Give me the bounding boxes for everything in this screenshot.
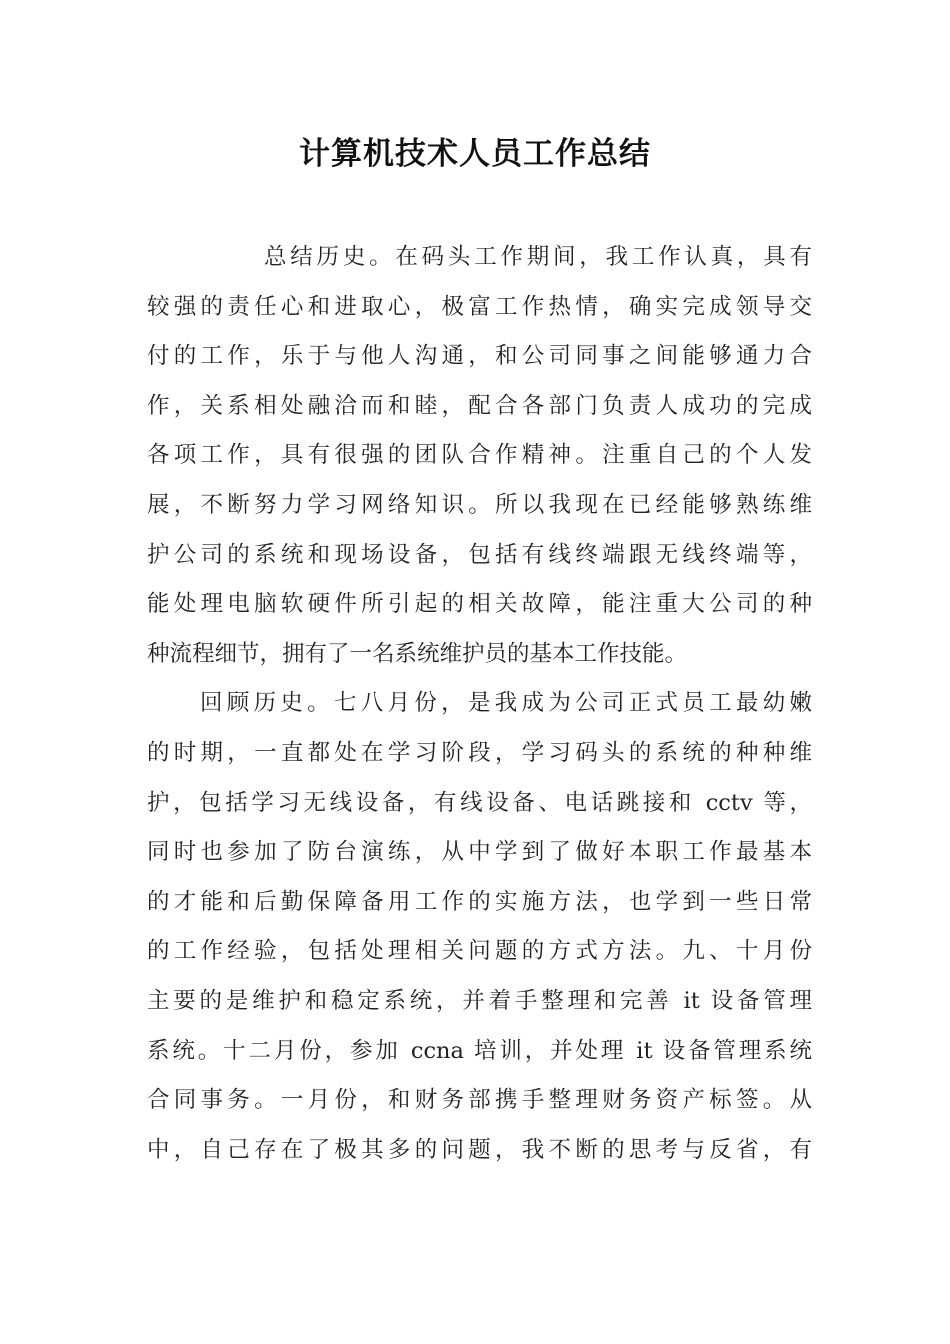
paragraph-line: 回顾历史。七八月份，是我成为公司正式员工最幼嫩: [200, 690, 812, 717]
paragraph-line: 护，包括学习无线设备，有线设备、电话跳接和 cctv 等，: [147, 789, 812, 816]
paragraph-line: 展，不断努力学习网络知识。所以我现在已经能够熟练维: [147, 491, 812, 518]
paragraph-line: 中，自己存在了极其多的问题，我不断的思考与反省，有: [147, 1136, 812, 1163]
paragraph-line: 合同事务。一月份，和财务部携手整理财务资产标签。从: [147, 1087, 812, 1114]
paragraph-line: 总结历史。在码头工作期间，我工作认真，具有: [264, 244, 812, 270]
paragraph-line: 的时期，一直都处在学习阶段，学习码头的系统的种种维: [147, 739, 812, 766]
paragraph-line: 护公司的系统和现场设备，包括有线终端跟无线终端等，: [147, 541, 812, 568]
paragraph-line: 能处理电脑软硬件所引起的相关故障，能注重大公司的种: [147, 591, 812, 618]
paragraph-line: 同时也参加了防台演练，从中学到了做好本职工作最基本: [147, 839, 812, 866]
paragraph-line: 系统。十二月份，参加 ccna 培训，并处理 it 设备管理系统: [147, 1037, 812, 1064]
paragraph-line: 种流程细节，拥有了一名系统维护员的基本工作技能。: [147, 640, 688, 667]
paragraph-line: 付的工作，乐于与他人沟通，和公司同事之间能够通力合: [147, 343, 812, 370]
document-title: 计算机技术人员工作总结: [299, 136, 651, 172]
paragraph-line: 较强的责任心和进取心，极富工作热情，确实完成领导交: [147, 293, 812, 320]
document-body: [147, 233, 812, 1175]
paragraph-line: 作，关系相处融洽而和睦，配合各部门负责人成功的完成: [147, 392, 812, 419]
paragraph-line: 各项工作，具有很强的团队合作精神。注重自己的个人发: [147, 442, 812, 469]
paragraph-line: 的工作经验，包括处理相关问题的方式方法。九、十月份: [147, 938, 812, 965]
paragraph-line: 的才能和后勤保障备用工作的实施方法，也学到一些日常: [147, 888, 812, 915]
paragraph-line: 主要的是维护和稳定系统，并着手整理和完善 it 设备管理: [147, 987, 812, 1014]
